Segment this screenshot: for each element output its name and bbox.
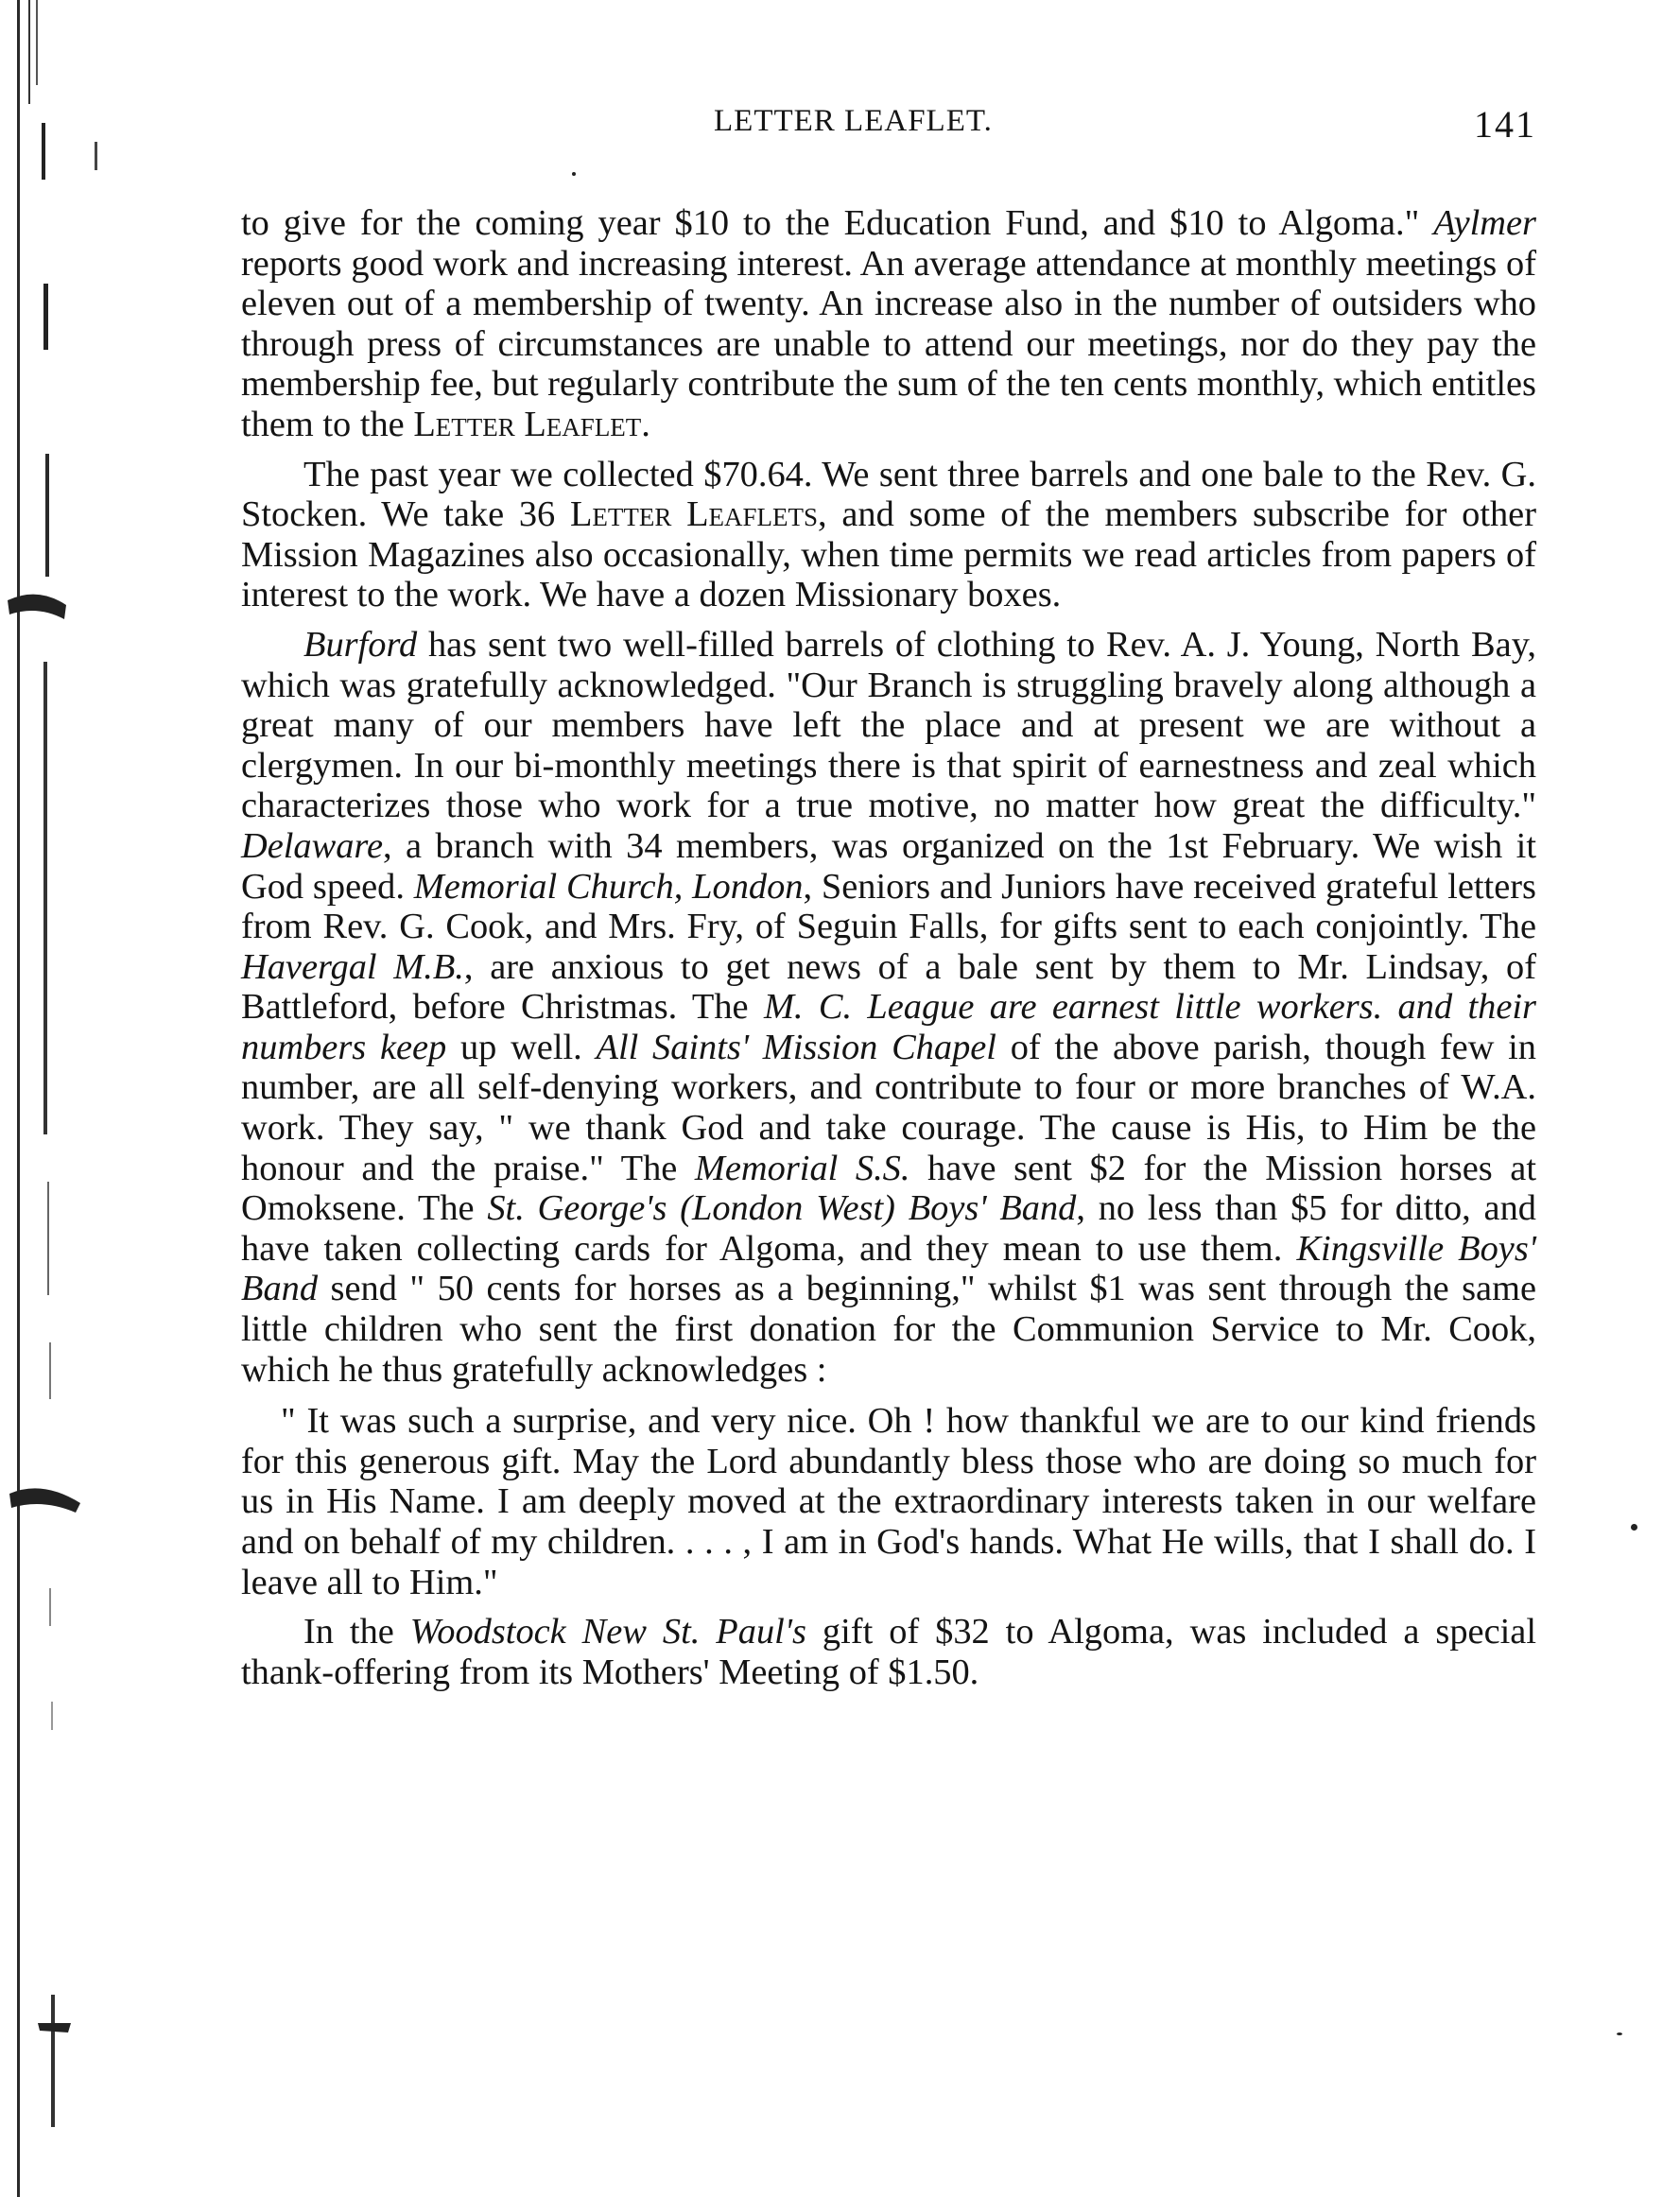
group-name: St. George's (London West) Boys' Band [487,1188,1077,1229]
text-run: up well. [446,1027,597,1067]
place-name: Woodstock New St. Paul's [409,1612,806,1652]
speck [572,172,576,176]
place-name: Memorial Church, London [413,866,804,907]
speck [1617,2033,1622,2035]
group-name: Kingsville Boys' Band [241,1228,1536,1309]
group-name: M. C. League are earnest little workers. and their numbers keep [241,987,1536,1067]
place-name: Delaware [241,825,383,866]
group-name: Memorial S.S. [694,1148,910,1188]
text-run: . [641,404,650,444]
place-name: Burford [303,624,418,665]
speck [1631,1524,1637,1531]
text-run: of the above parish, though few in number, are all self-denying workers, and contribute to four or more branches of W.A. work. They say, " we thank God and take courage. The cause is His, to Him be the honour and the praise." The [241,1027,1536,1188]
quotation [241,1401,1536,1602]
publication-name: Letter Leaflets [569,494,819,535]
group-name: All Saints' Mission Chapel [596,1027,996,1067]
text-run: , are anxious to get news of a bale sent by them to Mr. Lindsay, of Battleford, before Christmas. The [241,946,1536,1028]
paragraph-1 [241,203,1536,445]
paragraph-5 [241,1612,1536,1692]
page-body [241,203,1536,1702]
place-name: Aylmer [1433,203,1536,243]
text-run: , Seniors and Juniors have received grateful letters from Rev. G. Cook, and Mrs. Fry, of Seguin Falls, for gifts sent to each conjointly. The [241,866,1536,947]
text-run: reports good work and increasing interest. An average attendance at monthly meetings of eleven out of a membership of twenty. An increase also in the number of outsiders who through press of circumstances are unable to attend our meetings, nor do they pay the membership fee, but regularly contribute the sum of the ten cents monthly, which entitles them to the [241,243,1536,444]
text-run: , and some of the members subscribe for other Mission Magazines also occasionally, when time permits we read articles from papers of interest to the work. We have a dozen Missionary boxes. [241,494,1537,615]
text-run: to give for the coming year $10 to the Education Fund, and $10 to Algoma." [241,203,1434,243]
text-run: has sent two well-filled barrels of clothing to Rev. A. J. Young, North Bay, which was gratefully acknowledged. "Our Branch is struggling bravely along although a great many of our members have left the place and at present we are without a clergymen. In our bi-monthly meetings there is that spirit of earnestness and zeal which characterizes those who work for a true motive, no matter how great the difficulty." [241,624,1536,826]
group-name: Havergal M.B. [241,946,464,987]
running-title: LETTER LEAFLET. [714,104,993,138]
publication-name: Letter Leaflet [413,404,642,444]
text-run: In the [303,1612,410,1652]
page-header [241,104,1538,153]
text-run: send " 50 cents for horses as a beginning," whilst $1 was sent through the same little children who sent the first donation for the Communion Service to Mr. Cook, which he thus gratefully acknowledges : [241,1269,1536,1390]
text-run: " It was such a surprise, and very nice. Oh ! how thankful we are to our kind friends for this generous gift. May the Lord abundantly bless those who are doing so much for us in His Name. I am deeply moved at the extraordinary interests taken in our welfare and on behalf of my children. . . . , I am in God's hands. What He wills, that I shall do. I leave all to Him." [241,1401,1536,1602]
text-run: , a branch with 34 members, was organized on the 1st February. We wish it God speed. [241,825,1536,907]
text-run: gift of $32 to Algoma, was included a special thank-offering from its Mothers' Meeting of $1.50. [241,1612,1536,1692]
page-number: 141 [1474,103,1536,146]
paragraph-2 [241,455,1536,615]
paragraph-3 [241,625,1536,1390]
text-run: , no less than $5 for ditto, and have taken collecting cards for Algoma, and they mean to use them. [241,1188,1536,1269]
text-run: The past year we collected $70.64. We sent three barrels and one bale to the Rev. G. Stocken. We take 36 [241,454,1536,535]
binding-edge [0,0,113,2197]
text-run: have sent $2 for the Mission horses at Omoksene. The [241,1148,1537,1229]
